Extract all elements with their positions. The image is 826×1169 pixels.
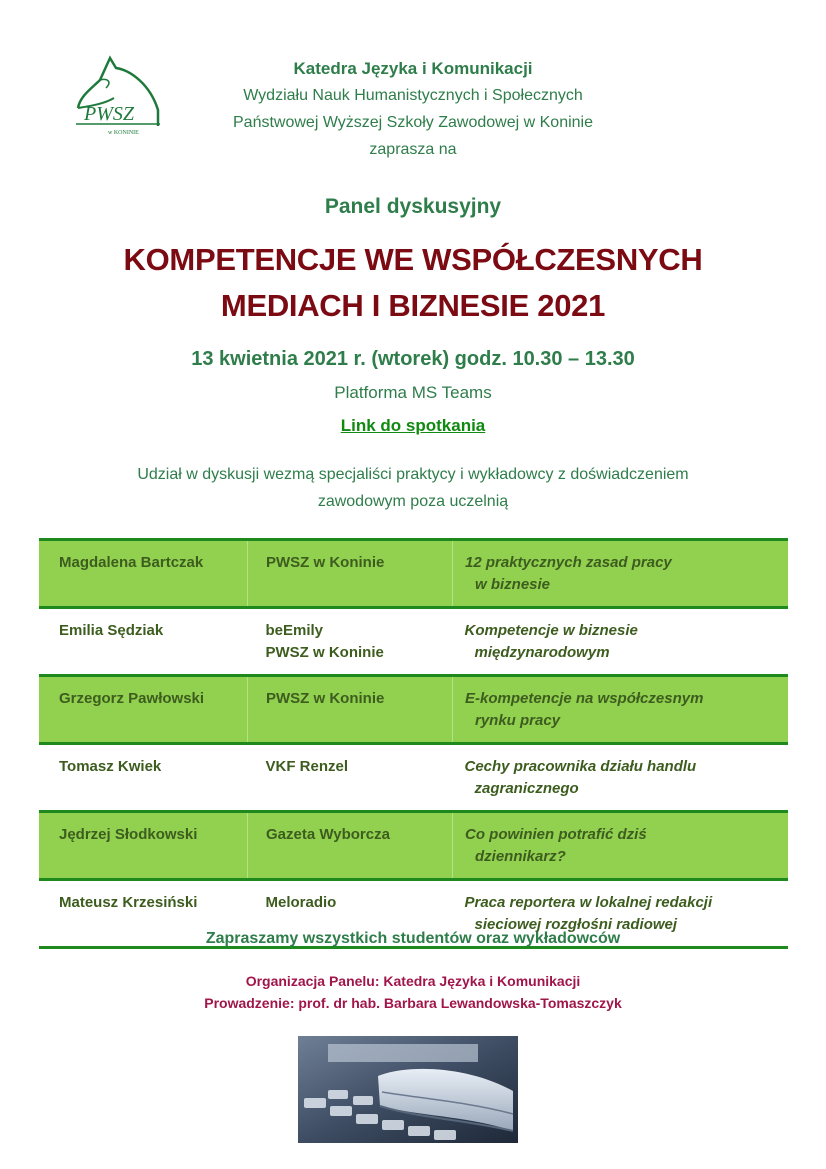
- table-row: [39, 608, 788, 676]
- meeting-link-wrap: [0, 416, 826, 436]
- event-platform: Platforma MS Teams: [334, 383, 492, 402]
- speaker-topic: Co powinien potrafić dziś dziennikarz?: [453, 812, 789, 880]
- event-title-line2: MEDIACH I BIZNESIE 2021: [220, 288, 606, 323]
- speaker-topic: Praca reportera w lokalnej redakcji sieciowej rozgłośni radiowej: [453, 880, 789, 948]
- newspaper-on-keyboard-image-icon: [298, 1036, 518, 1143]
- speaker-topic: Cechy pracownika działu handlu zagranicznego: [453, 744, 789, 812]
- event-type: Panel dyskusyjny: [324, 195, 502, 218]
- speaker-name: Grzegorz Pawłowski: [39, 676, 248, 744]
- speaker-name: Magdalena Bartczak: [39, 540, 248, 608]
- department-heading: Katedra Języka i Komunikacji: [293, 59, 533, 78]
- school-line: Państwowej Wyższej Szkoły Zawodowej w Koninie: [233, 114, 593, 131]
- event-title-line1: KOMPETENCJE WE WSPÓŁCZESNYCH: [123, 242, 703, 277]
- intro-line2: zawodowym poza uczelnią: [317, 493, 509, 510]
- svg-text:w KONINIE: w KONINIE: [108, 130, 139, 136]
- speaker-org: PWSZ w Koninie: [248, 676, 453, 744]
- organization-line: Organizacja Panelu: Katedra Języka i Komunikacji: [245, 973, 581, 989]
- speaker-topic: 12 praktycznych zasad pracy w biznesie: [453, 540, 789, 608]
- invite-all: Zapraszamy wszystkich studentów oraz wykładowców: [205, 930, 621, 947]
- invites-line: zaprasza na: [369, 141, 457, 158]
- table-row: [39, 540, 788, 608]
- speaker-org: PWSZ w Koninie: [248, 540, 453, 608]
- table-row: [39, 744, 788, 812]
- table-row: [39, 812, 788, 880]
- intro-line1: Udział w dyskusji wezmą specjaliści praktycy i wykładowcy z doświadczeniem: [137, 466, 689, 483]
- table-row: [39, 676, 788, 744]
- moderation-line: Prowadzenie: prof. dr hab. Barbara Lewandowska-Tomaszczyk: [204, 995, 622, 1011]
- speaker-org: VKF Renzel: [248, 744, 453, 812]
- speaker-org: Meloradio: [248, 880, 453, 948]
- svg-text:PWSZ: PWSZ: [84, 103, 134, 125]
- speaker-topic: Kompetencje w biznesie międzynarodowym: [453, 608, 789, 676]
- newspaper-keyboard-photo: [298, 1036, 518, 1143]
- faculty-line: Wydziału Nauk Humanistycznych i Społecznych: [243, 87, 583, 104]
- speaker-topic: E-kompetencje na współczesnym rynku pracy: [453, 676, 789, 744]
- speakers-table: [39, 538, 788, 949]
- speaker-org: Gazeta Wyborcza: [248, 812, 453, 880]
- speaker-name: Mateusz Krzesiński: [39, 880, 248, 948]
- speaker-name: Tomasz Kwiek: [39, 744, 248, 812]
- event-datetime: 13 kwietnia 2021 r. (wtorek) godz. 10.30 – 13.30: [191, 348, 635, 370]
- meeting-link[interactable]: Link do spotkania: [340, 416, 486, 435]
- speaker-name: Emilia Sędziak: [39, 608, 248, 676]
- speaker-org: beEmily PWSZ w Koninie: [248, 608, 453, 676]
- speaker-name: Jędrzej Słodkowski: [39, 812, 248, 880]
